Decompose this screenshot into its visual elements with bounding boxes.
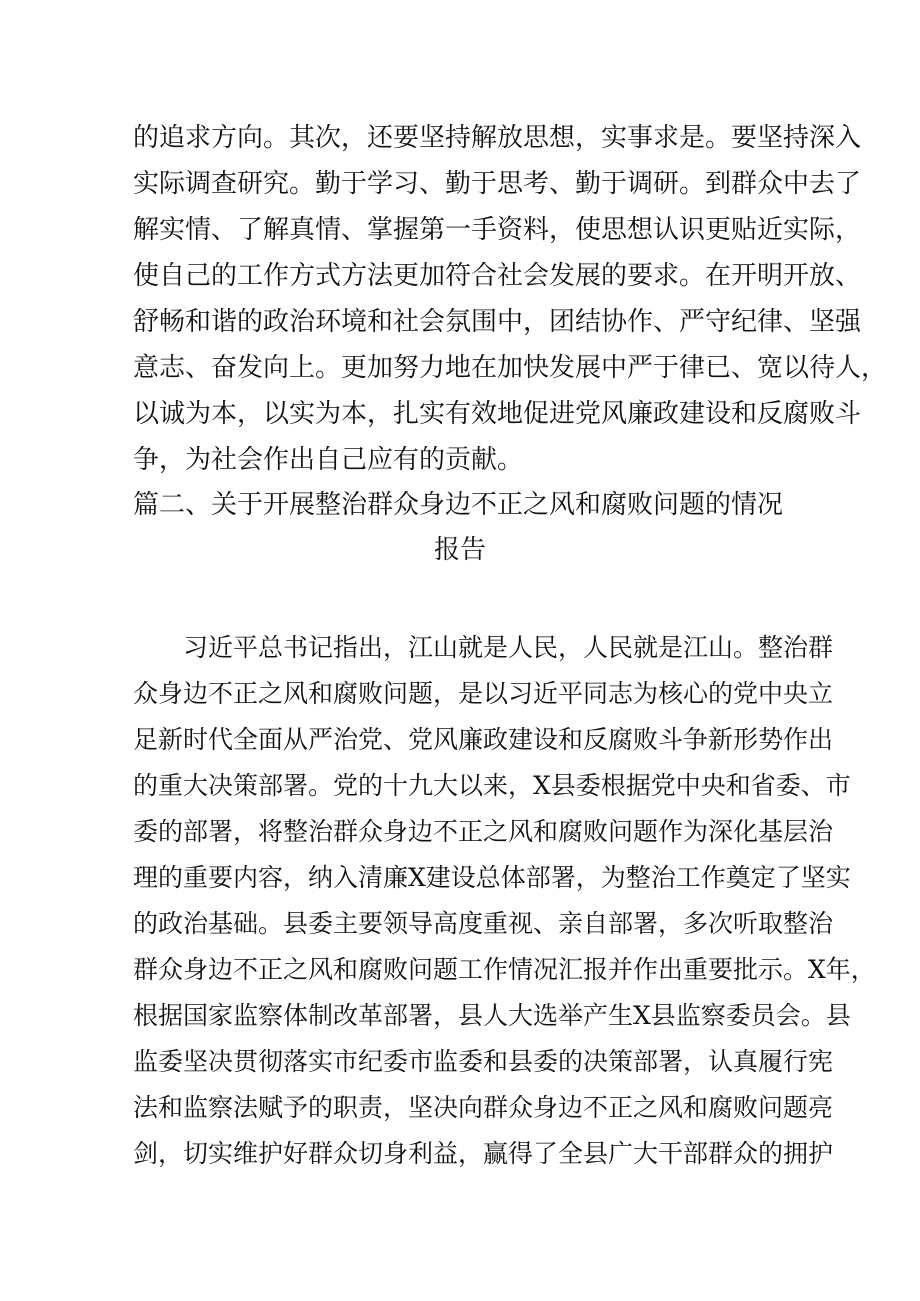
paragraph-line: 解实情、了解真情、掌握第一手资料，使思想认识更贴近实际， [133, 215, 862, 245]
body-line: 法和监察法赋予的职责，坚决向群众身边不正之风和腐败问题亮 [133, 1093, 834, 1122]
body-line: 委的部署，将整治群众身边不正之风和腐败问题作为深化基层治 [133, 817, 834, 846]
paragraph-line: 意志、奋发向上。更加努力地在加快发展中严于律已、宽以待人， [133, 353, 888, 383]
report-title: 报告 [433, 535, 486, 565]
body-line: 监委坚决贯彻落实市纪委市监委和县委的决策部署，认真履行宪 [133, 1047, 834, 1076]
body-line: 的政治基础。县委主要领导高度重视、亲自部署，多次听取整治 [133, 909, 834, 938]
paragraph-line: 的追求方向。其次，还要坚持解放思想，实事求是。要坚持深入 [133, 123, 862, 153]
body-line: 众身边不正之风和腐败问题，是以习近平同志为核心的党中央立 [133, 679, 834, 708]
paragraph-line: 以诚为本，以实为本，扎实有效地促进党风廉政建设和反腐败斗 [133, 399, 862, 429]
paragraph-line: 使自己的工作方式方法更加符合社会发展的要求。在开明开放、 [133, 261, 862, 291]
body-line: 理的重要内容，纳入清廉X建设总体部署，为整治工作奠定了坚实 [133, 863, 851, 892]
paragraph-line: 舒畅和谐的政治环境和社会氛围中，团结协作、严守纪律、坚强 [133, 307, 862, 337]
body-line: 足新时代全面从严治党、党风廉政建设和反腐败斗争新形势作出 [133, 725, 834, 754]
body-line: 根据国家监察体制改革部署，县人大选举产生X县监察委员会。县 [133, 1001, 851, 1030]
body-line: 习近平总书记指出，江山就是人民，人民就是江山。整治群 [183, 633, 834, 662]
paragraph-line: 争，为社会作出自己应有的贡献。 [133, 445, 524, 475]
paragraph-line: 实际调查研究。勤于学习、勤于思考、勤于调研。到群众中去了 [133, 169, 862, 199]
body-line: 的重大决策部署。党的十九大以来，X县委根据党中央和省委、市 [133, 771, 851, 800]
body-line: 剑，切实维护好群众切身利益，赢得了全县广大干部群众的拥护 [133, 1139, 834, 1168]
section-heading: 篇二、关于开展整治群众身边不正之风和腐败问题的情况 [133, 490, 784, 520]
body-line: 群众身边不正之风和腐败问题工作情况汇报并作出重要批示。X年， [133, 955, 876, 984]
